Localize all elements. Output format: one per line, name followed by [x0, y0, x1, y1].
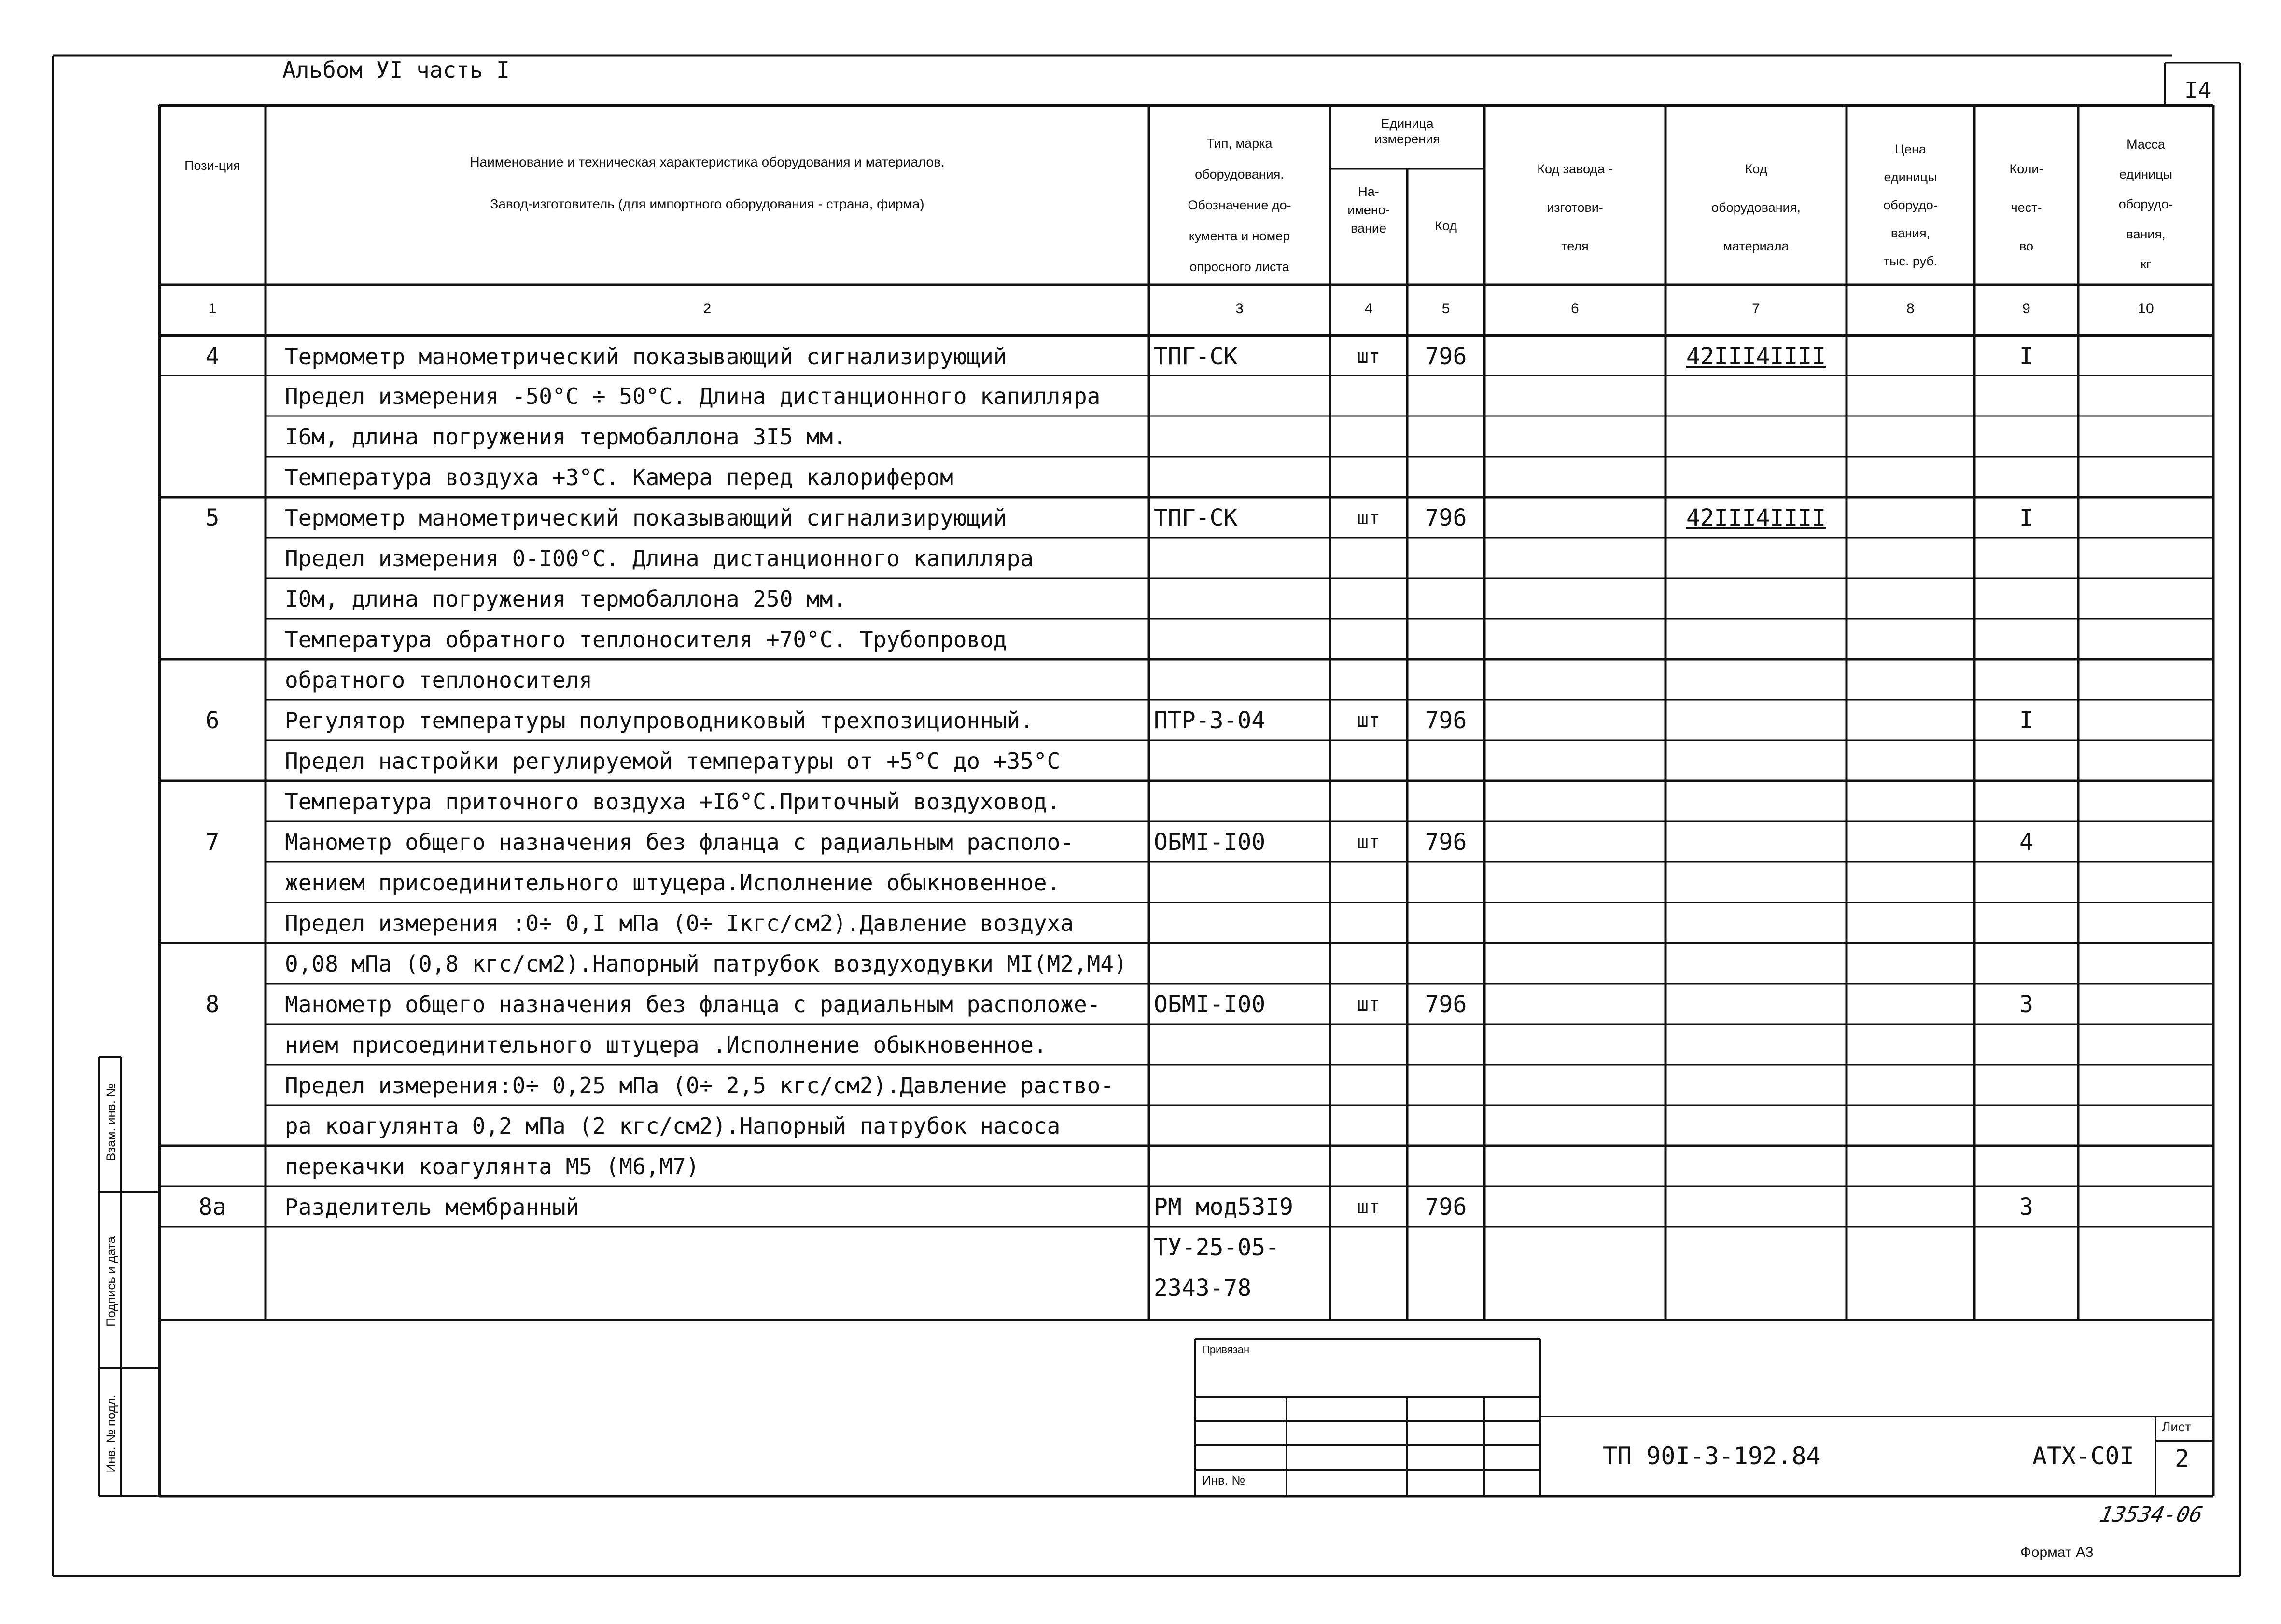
cell-description: Предел измерения 0-I00°С. Длина дистанционного капилляра [285, 545, 1034, 571]
cell-description: ра коагулянта 0,2 мПа (2 кгс/см2).Напорный патрубок насоса [285, 1113, 1061, 1139]
cell-quantity: 3 [2019, 1194, 2033, 1221]
cell-description: Манометр общего назначения без фланца с радиальным расположе- [285, 991, 1101, 1017]
header-factory-code: Код завода - изготови- теля [1537, 162, 1613, 253]
cell-description: нием присоединительного штуцера .Исполнение обыкновенное. [285, 1032, 1047, 1058]
cell-type-mark: РМ мод53I9 [1154, 1194, 1293, 1221]
col-number: 4 [1364, 301, 1373, 317]
sheet-label: Лист [2162, 1419, 2191, 1434]
cell-position: 4 [205, 343, 220, 370]
album-label: Альбом УI часть I [282, 57, 510, 83]
cell-unit-code: 796 [1425, 991, 1467, 1018]
cell-description: жением присоединительного штуцера.Исполнение обыкновенное. [285, 870, 1061, 896]
cell-position: 6 [205, 707, 220, 734]
cell-unit-name: шт [1357, 1196, 1381, 1218]
side-label-signature: Подпись и дата [103, 1236, 118, 1327]
header-quantity: Коли- чест- во [2009, 162, 2043, 253]
col-number: 8 [1906, 301, 1915, 317]
cell-unit-code: 796 [1425, 1194, 1467, 1221]
col-number: 1 [208, 301, 217, 317]
cell-description: обратного теплоносителя [285, 667, 592, 693]
cell-description: Предел измерения:0÷ 0,25 мПа (0÷ 2,5 кгс/см2).Давление раство- [285, 1072, 1114, 1098]
cell-unit-code: 796 [1425, 707, 1467, 734]
cell-description: I0м, длина погружения термобаллона 250 мм. [285, 586, 847, 612]
header-unit-name: На- имено- вание [1347, 184, 1390, 236]
col-number: 7 [1752, 301, 1760, 317]
cell-quantity: 3 [2019, 991, 2033, 1018]
header-unit-group: Единица измерения [1374, 116, 1440, 146]
header-mass: Масса единицы оборудо- вания, кг [2118, 137, 2173, 271]
cell-description: 0,08 мПа (0,8 кгс/см2).Напорный патрубок воздуходувки МI(М2,М4) [285, 951, 1127, 977]
cell-unit-code: 796 [1425, 829, 1467, 856]
col-number: 2 [703, 301, 712, 317]
cell-quantity: 4 [2019, 829, 2033, 856]
cell-description: Температура приточного воздуха +I6°С.Приточный воздуховод. [285, 789, 1061, 815]
col-number: 3 [1235, 301, 1244, 317]
cell-description: Предел настройки регулируемой температуры от +5°С до +35°С [285, 748, 1061, 774]
cell-position: 8 [205, 991, 220, 1018]
cell-type-mark: ТУ-25-05- [1154, 1234, 1280, 1261]
cell-unit-name: шт [1357, 346, 1381, 368]
col-number: 9 [2022, 301, 2030, 317]
cell-equipment-code: 42III4IIII [1686, 504, 1826, 531]
cell-description: Температура обратного теплоносителя +70°С. Трубопровод [285, 626, 1007, 652]
cell-unit-code: 796 [1425, 343, 1467, 370]
cell-description: перекачки коагулянта М5 (М6,М7) [285, 1153, 700, 1180]
col-number: 5 [1441, 301, 1450, 317]
cell-description: Предел измерения :0÷ 0,I мПа (0÷ Iкгс/см2).Давление воздуха [285, 910, 1074, 936]
cell-description: Манометр общего назначения без фланца с радиальным располо- [285, 829, 1074, 855]
sheet-code: АТХ-С0I [2032, 1442, 2134, 1470]
cell-position: 5 [205, 504, 220, 531]
format-label: Формат А3 [2020, 1544, 2094, 1560]
cell-description: Предел измерения -50°С ÷ 50°С. Длина дистанционного капилляра [285, 383, 1101, 409]
cell-description: I6м, длина погружения термобаллона 3I5 мм. [285, 424, 847, 450]
cell-type-mark: ОБМI-I00 [1154, 829, 1266, 856]
document-code: ТП 90I-3-192.84 [1603, 1442, 1821, 1470]
cell-description: Термометр манометрический показывающий сигнализирующий [285, 505, 1007, 531]
col-number: 6 [1571, 301, 1579, 317]
cell-type-mark: ОБМI-I00 [1154, 991, 1266, 1018]
cell-type-mark: 2343-78 [1154, 1275, 1252, 1302]
header-position: Пози-ция [184, 158, 240, 173]
header-type-mark: Тип, марка оборудования. Обозначение до- кумента и номер опросного листа [1188, 136, 1291, 274]
cell-unit-name: шт [1357, 709, 1381, 732]
stamp-inv-no: Инв. № [1202, 1473, 1245, 1487]
header-name-line1: Наименование и техническая характеристика оборудования и материалов. [470, 154, 945, 169]
cell-unit-code: 796 [1425, 504, 1467, 531]
side-label-vzam: Взам. инв. № [103, 1083, 118, 1162]
cell-type-mark: ТПГ-СК [1154, 343, 1238, 370]
cell-unit-name: шт [1357, 831, 1381, 853]
sheet-number: 2 [2175, 1444, 2190, 1472]
cell-equipment-code: 42III4IIII [1686, 343, 1826, 370]
cell-unit-name: шт [1357, 993, 1381, 1015]
side-label-inv-podl: Инв. № подл. [103, 1394, 118, 1473]
cell-description: Разделитель мембранный [285, 1194, 579, 1220]
header-name-line2: Завод-изготовитель (для импортного оборудования - страна, фирма) [490, 196, 924, 211]
cell-description: Регулятор температуры полупроводниковый трехпозиционный. [285, 708, 1034, 734]
archive-number: 13534-06 [2097, 1502, 2205, 1527]
cell-description: Температура воздуха +3°С. Камера перед калорифером [285, 464, 953, 490]
header-price: Цена единицы оборудо- вания, тыс. руб. [1883, 142, 1938, 268]
cell-quantity: I [2019, 504, 2033, 531]
cell-description: Термометр манометрический показывающий сигнализирующий [285, 344, 1007, 370]
stamp-privyazan: Привязан [1202, 1344, 1250, 1356]
cell-position: 8а [198, 1194, 226, 1221]
header-equipment-code: Код оборудования, материала [1711, 162, 1801, 253]
cell-quantity: I [2019, 343, 2033, 370]
cell-type-mark: ТПГ-СК [1154, 504, 1238, 531]
header-unit-code: Код [1435, 219, 1457, 233]
cell-quantity: I [2019, 707, 2033, 734]
col-number: 10 [2138, 301, 2154, 317]
cell-unit-name: шт [1357, 507, 1381, 529]
page-corner-number: I4 [2184, 77, 2211, 103]
cell-type-mark: ПТР-3-04 [1154, 707, 1266, 734]
cell-position: 7 [205, 829, 220, 856]
